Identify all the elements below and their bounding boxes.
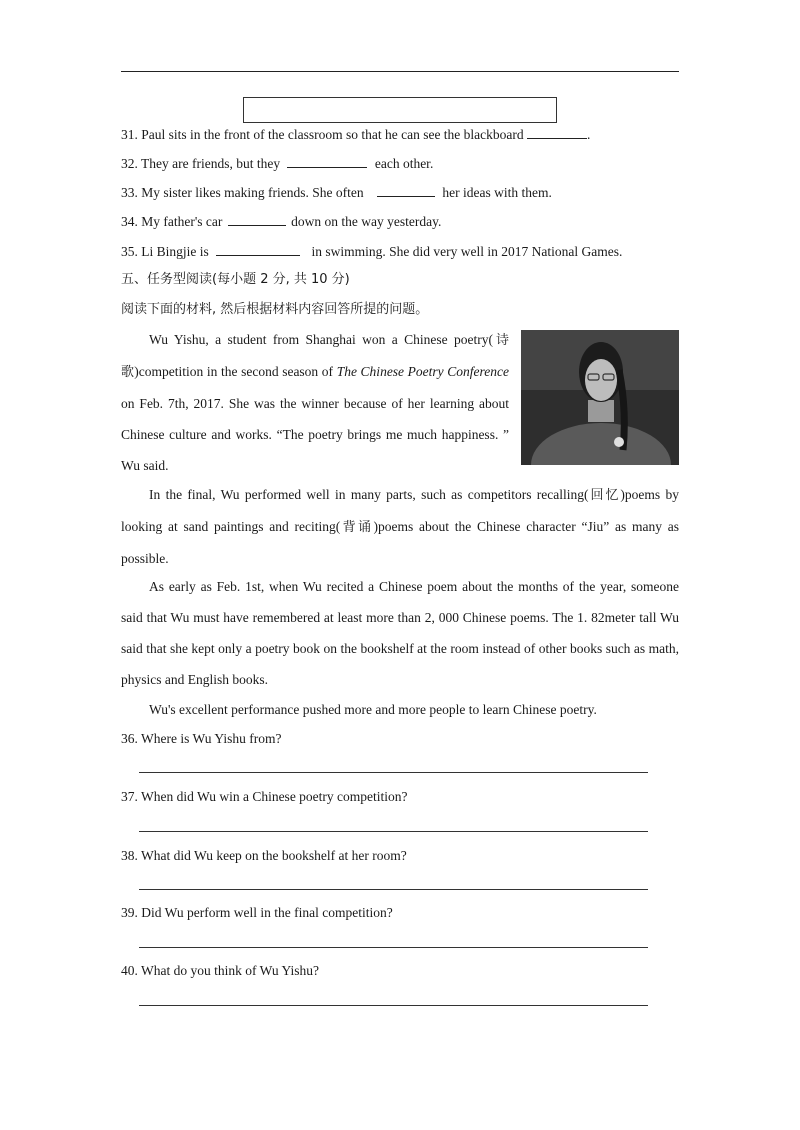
photo-wu-yishu (521, 330, 679, 465)
question-text: My father's car (141, 214, 223, 229)
question-text: My sister likes making friends. She often (141, 185, 364, 200)
question-number: 33. (121, 185, 138, 200)
question-40: 40. What do you think of Wu Yishu? (121, 963, 319, 978)
answer-blank[interactable] (377, 184, 435, 197)
passage-paragraph-4: Wu's excellent performance pushed more and more people to learn Chinese poetry. (149, 702, 597, 717)
chinese-gloss: 回忆 (588, 488, 621, 503)
question-32 (121, 155, 433, 172)
passage-paragraph-2: In the final, Wu performed well in many parts, such as competitors recalling(回忆)poems by looking at sand paintings and reciting(背诵)poems about the Chinese character “Jiu” as many as possible. (121, 487, 679, 566)
passage-paragraph-1: Wu Yishu, a student from Shanghai won a Chinese poetry(诗歌)competition in the second season of The Chinese Poetry Conference on Feb. 7th, 2017. She was the winner because of her learning about Chinese culture and works. “The poetry brings me much happiness. ” Wu said. (121, 332, 510, 473)
header-rule (121, 71, 679, 72)
section-instruction: 阅读下面的材料, 然后根据材料内容回答所提的问题。 (121, 302, 429, 317)
answer-blank[interactable] (228, 213, 286, 226)
question-number: 34. (121, 214, 138, 229)
question-text-end: her ideas with them. (442, 185, 552, 200)
question-37: 37. When did Wu win a Chinese poetry competition? (121, 789, 408, 804)
question-text-end: down on the way yesterday. (291, 214, 442, 229)
word-bank-box (243, 97, 557, 123)
chinese-gloss: 诗歌 (121, 333, 509, 380)
question-34 (121, 213, 441, 230)
answer-blank[interactable] (287, 155, 367, 168)
question-39: 39. Did Wu perform well in the final competition? (121, 905, 393, 920)
question-35 (121, 243, 622, 260)
answer-line-37[interactable] (139, 831, 648, 832)
question-number: 31. (121, 127, 138, 142)
answer-line-40[interactable] (139, 1005, 648, 1006)
answer-line-36[interactable] (139, 772, 648, 773)
chinese-gloss: 背诵 (340, 520, 374, 535)
question-38: 38. What did Wu keep on the bookshelf at her room? (121, 848, 407, 863)
question-36: 36. Where is Wu Yishu from? (121, 731, 282, 746)
passage-paragraph-3: As early as Feb. 1st, when Wu recited a Chinese poem about the months of the year, someone said that Wu must have remembered at least more than 2, 000 Chinese poems. The 1. 82meter tall Wu said that she kept only a poetry book on the bookshelf at the room instead of other books such as math, physics and English books. (121, 579, 679, 687)
question-text-end: . (587, 127, 591, 142)
program-title: The Chinese Poetry Conference (336, 364, 510, 379)
question-text: Li Bingjie is (141, 244, 209, 259)
question-text-end: in swimming. She did very well in 2017 National Games. (311, 244, 623, 259)
answer-blank[interactable] (216, 243, 300, 256)
question-text-end: each other. (374, 156, 434, 171)
answer-blank[interactable] (527, 126, 587, 139)
question-text: Paul sits in the front of the classroom so that he can see the blackboard (141, 127, 524, 142)
section-heading: 五、任务型阅读(每小题 2 分, 共 10 分) (121, 272, 350, 287)
question-31 (121, 126, 590, 143)
question-number: 35. (121, 244, 138, 259)
answer-line-39[interactable] (139, 947, 648, 948)
question-33 (121, 184, 552, 201)
question-text: They are friends, but they (141, 156, 281, 171)
answer-line-38[interactable] (139, 889, 648, 890)
question-number: 32. (121, 156, 138, 171)
